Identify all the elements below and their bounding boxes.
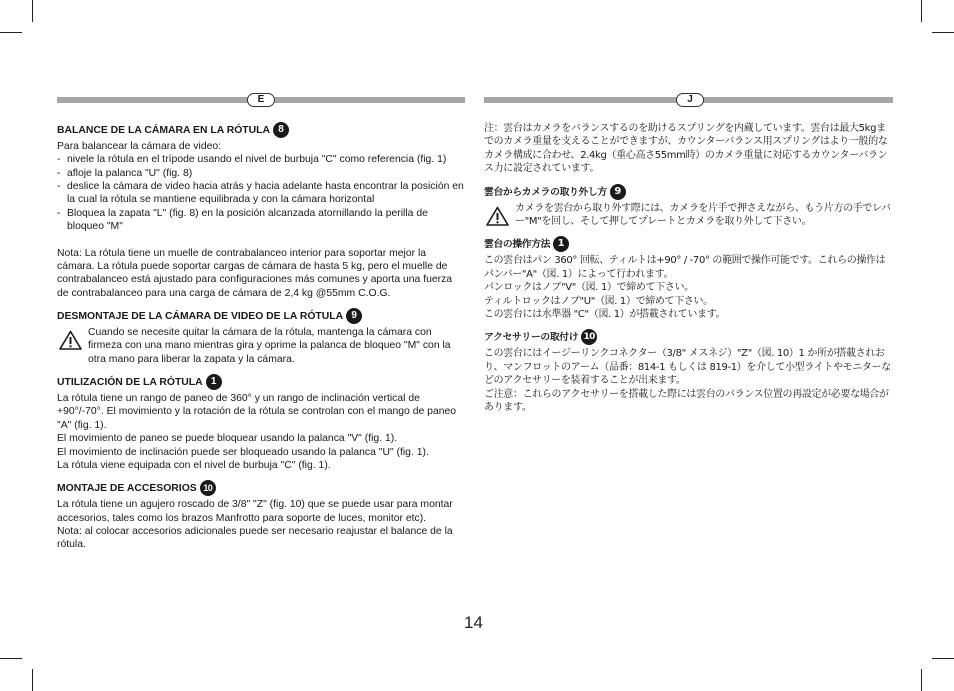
figure-badge: 8 — [273, 122, 289, 138]
warning-block — [484, 202, 894, 229]
crop-mark — [932, 32, 954, 33]
heading-text: 雲台からカメラの取り外し方 — [484, 186, 607, 198]
list-item: - nivele la rótula en el trípode usando el nivel de burbuja "C" como referencia (fig. 1) — [57, 154, 447, 166]
list-item-text: Bloquea la zapata "L" (fig. 8) en la posición alcanzada atornillando la perilla de bloqueo "M" — [67, 207, 428, 233]
intro-text: Para balancear la cámara de video: — [57, 140, 222, 152]
list-item-text: nivele la rótula en el trípode usando el nivel de burbuja "C" como referencia (fig. 1) — [67, 154, 447, 166]
crop-mark — [32, 0, 33, 22]
section-note — [484, 122, 894, 176]
language-tab-j: J — [676, 93, 704, 107]
heading-text: 雲台の操作方法 — [484, 239, 551, 251]
crop-mark — [32, 669, 33, 691]
warning-triangle-icon — [59, 330, 82, 350]
body-text: La rótula viene equipada con el nivel de burbuja "C" (fig. 1). — [57, 459, 331, 471]
body-text: ご注意：これらのアクセサリーを搭載した際には雲台のバランス位置の再設定が必要な場合があります。 — [484, 388, 889, 414]
figure-badge: 10 — [200, 480, 216, 496]
section-heading — [484, 236, 894, 253]
list-item: - afloje la palanca "U" (fig. 8) — [57, 167, 193, 179]
crop-mark — [0, 32, 22, 33]
body-text: パンロックはノブ"V"（図. 1）で締めて下さい。 — [484, 282, 694, 294]
heading-text: DESMONTAJE DE LA CÁMARA DE VIDEO DE LA RÓTULA — [57, 310, 344, 322]
list-item: - Bloquea la zapata "L" (fig. 8) en la posición alcanzada atornillando la perilla de bloqueo "M" — [57, 207, 428, 233]
crop-mark — [932, 658, 954, 659]
note-text: Nota: La rótula tiene un muelle de contrabalanceo interior para soportar mejor la cámara. La rótula puede soportar cargas de cámara de hasta 5 kg, pero el muelle de contrabalanceo está ajustado para configuraciones más comunes y aporta una fuerza de contrabalanceo para una carga de cámara de 2,4 kg @55mm C.O.G. — [57, 247, 453, 299]
section-heading — [57, 374, 465, 391]
figure-badge: 10 — [581, 329, 597, 345]
body-text: La rótula tiene un rango de paneo de 360° y un rango de inclinación vertical de +90°/-70°. El movimiento y la rotación de la rótula se controlan con el mango de paneo "A" (fig. 1). — [57, 392, 457, 431]
heading-text: MONTAJE DE ACCESORIOS — [57, 483, 197, 495]
section-heading — [57, 122, 465, 139]
section-dismount — [484, 184, 894, 229]
figure-badge: 9 — [346, 308, 362, 324]
figure-badge: 1 — [206, 374, 222, 390]
crop-mark — [921, 669, 922, 691]
section-accessories — [57, 480, 465, 551]
language-bar-japanese — [484, 93, 893, 107]
body-text: ティルトロックはノブ"U"（図. 1）で締めて下さい。 — [484, 295, 713, 307]
figure-badge: 1 — [553, 236, 569, 252]
note-text: 注：雲台はカメラをバランスするのを助けるスプリングを内蔵しています。雲台は最大5kgまでのカメラ重量を支えることができますが、カウンターバランス用スプリングはより一般的なカメラ構成に合わせ、2.4kg（重心高さ55mm時）のカメラ重量に対応するカウンターバランス力に設定されています。 — [484, 123, 888, 175]
body-text: La rótula tiene un agujero roscado de 3/8" "Z" (fig. 10) que se puede usar para montar accesorios, tales como los brazos Manfrotto para soporte de luces, monitor etc). — [57, 499, 453, 524]
language-bar-spanish — [57, 93, 465, 107]
body-text: この雲台にはイージーリンクコネクター（3/8" メスネジ）"Z"（図. 10）1 か所が搭載されおり、マンフロットのアーム（品番：814-1 もしくは 819-1）を介して小型ライトやモニターなどのアクセサリーを装着することが出来ます。 — [484, 348, 891, 387]
body-text: El movimiento de inclinación puede ser bloqueado usando la palanca "U" (fig. 1). — [57, 446, 429, 458]
section-balance — [57, 122, 465, 300]
section-use — [57, 374, 465, 472]
list-item: - deslice la cámara de video hacia atrás y hacia adelante hasta encontrar la posición en la cual la rótula se mantiene equilibrada y con la cámara horizontal — [57, 180, 464, 206]
section-accessories — [484, 329, 894, 414]
warning-text: Cuando se necesite quitar la cámara de la rótula, mantenga la cámara con firmeza con una mano mientras gira y oprime la palanca de bloqueo "M" con la otra mano para liberar la zapata y la cámara. — [88, 326, 451, 365]
body-text: Nota: al colocar accesorios adicionales puede ser necesario reajustar el balance de la rótula. — [57, 525, 453, 551]
section-heading — [57, 480, 465, 497]
list-item-text: deslice la cámara de video hacia atrás y hacia adelante hasta encontrar la posición en la cual la rótula se mantiene equilibrada y con la cámara horizontal — [67, 180, 464, 206]
heading-text: UTILIZACIÓN DE LA RÓTULA — [57, 376, 203, 388]
page-number: 14 — [464, 613, 483, 632]
language-tab-e: E — [247, 93, 275, 107]
section-dismount — [57, 308, 465, 366]
section-operation — [484, 236, 894, 321]
section-heading — [484, 184, 894, 201]
list-item-text: afloje la palanca "U" (fig. 8) — [67, 167, 193, 179]
heading-text: BALANCE DE LA CÁMARA EN LA RÓTULA — [57, 124, 270, 136]
spanish-column — [57, 122, 465, 560]
body-text: この雲台はパン 360° 回転、ティルトは+90° / -70° の範囲で操作可能です。これらの操作はパンバー"A"（図. 1）によって行われます。 — [484, 255, 886, 280]
section-heading — [484, 329, 894, 346]
steps-list — [57, 153, 465, 233]
heading-text: アクセサリーの取付け — [484, 332, 579, 344]
warning-triangle-icon — [486, 206, 509, 226]
body-text: El movimiento de paneo se puede bloquear usando la palanca "V" (fig. 1). — [57, 433, 398, 445]
body-text: この雲台には水準器 "C"（図. 1）が搭載されています。 — [484, 309, 726, 321]
warning-text: カメラを雲台から取り外す際には、カメラを片手で押さえながら、もう片方の手でレバー"M"を回し、そして押してプレートとカメラを取り外して下さい。 — [515, 202, 891, 228]
figure-badge: 9 — [610, 184, 626, 200]
warning-block — [57, 326, 465, 366]
japanese-column — [484, 122, 894, 423]
section-heading — [57, 308, 465, 325]
crop-mark — [921, 0, 922, 22]
crop-mark — [0, 658, 22, 659]
